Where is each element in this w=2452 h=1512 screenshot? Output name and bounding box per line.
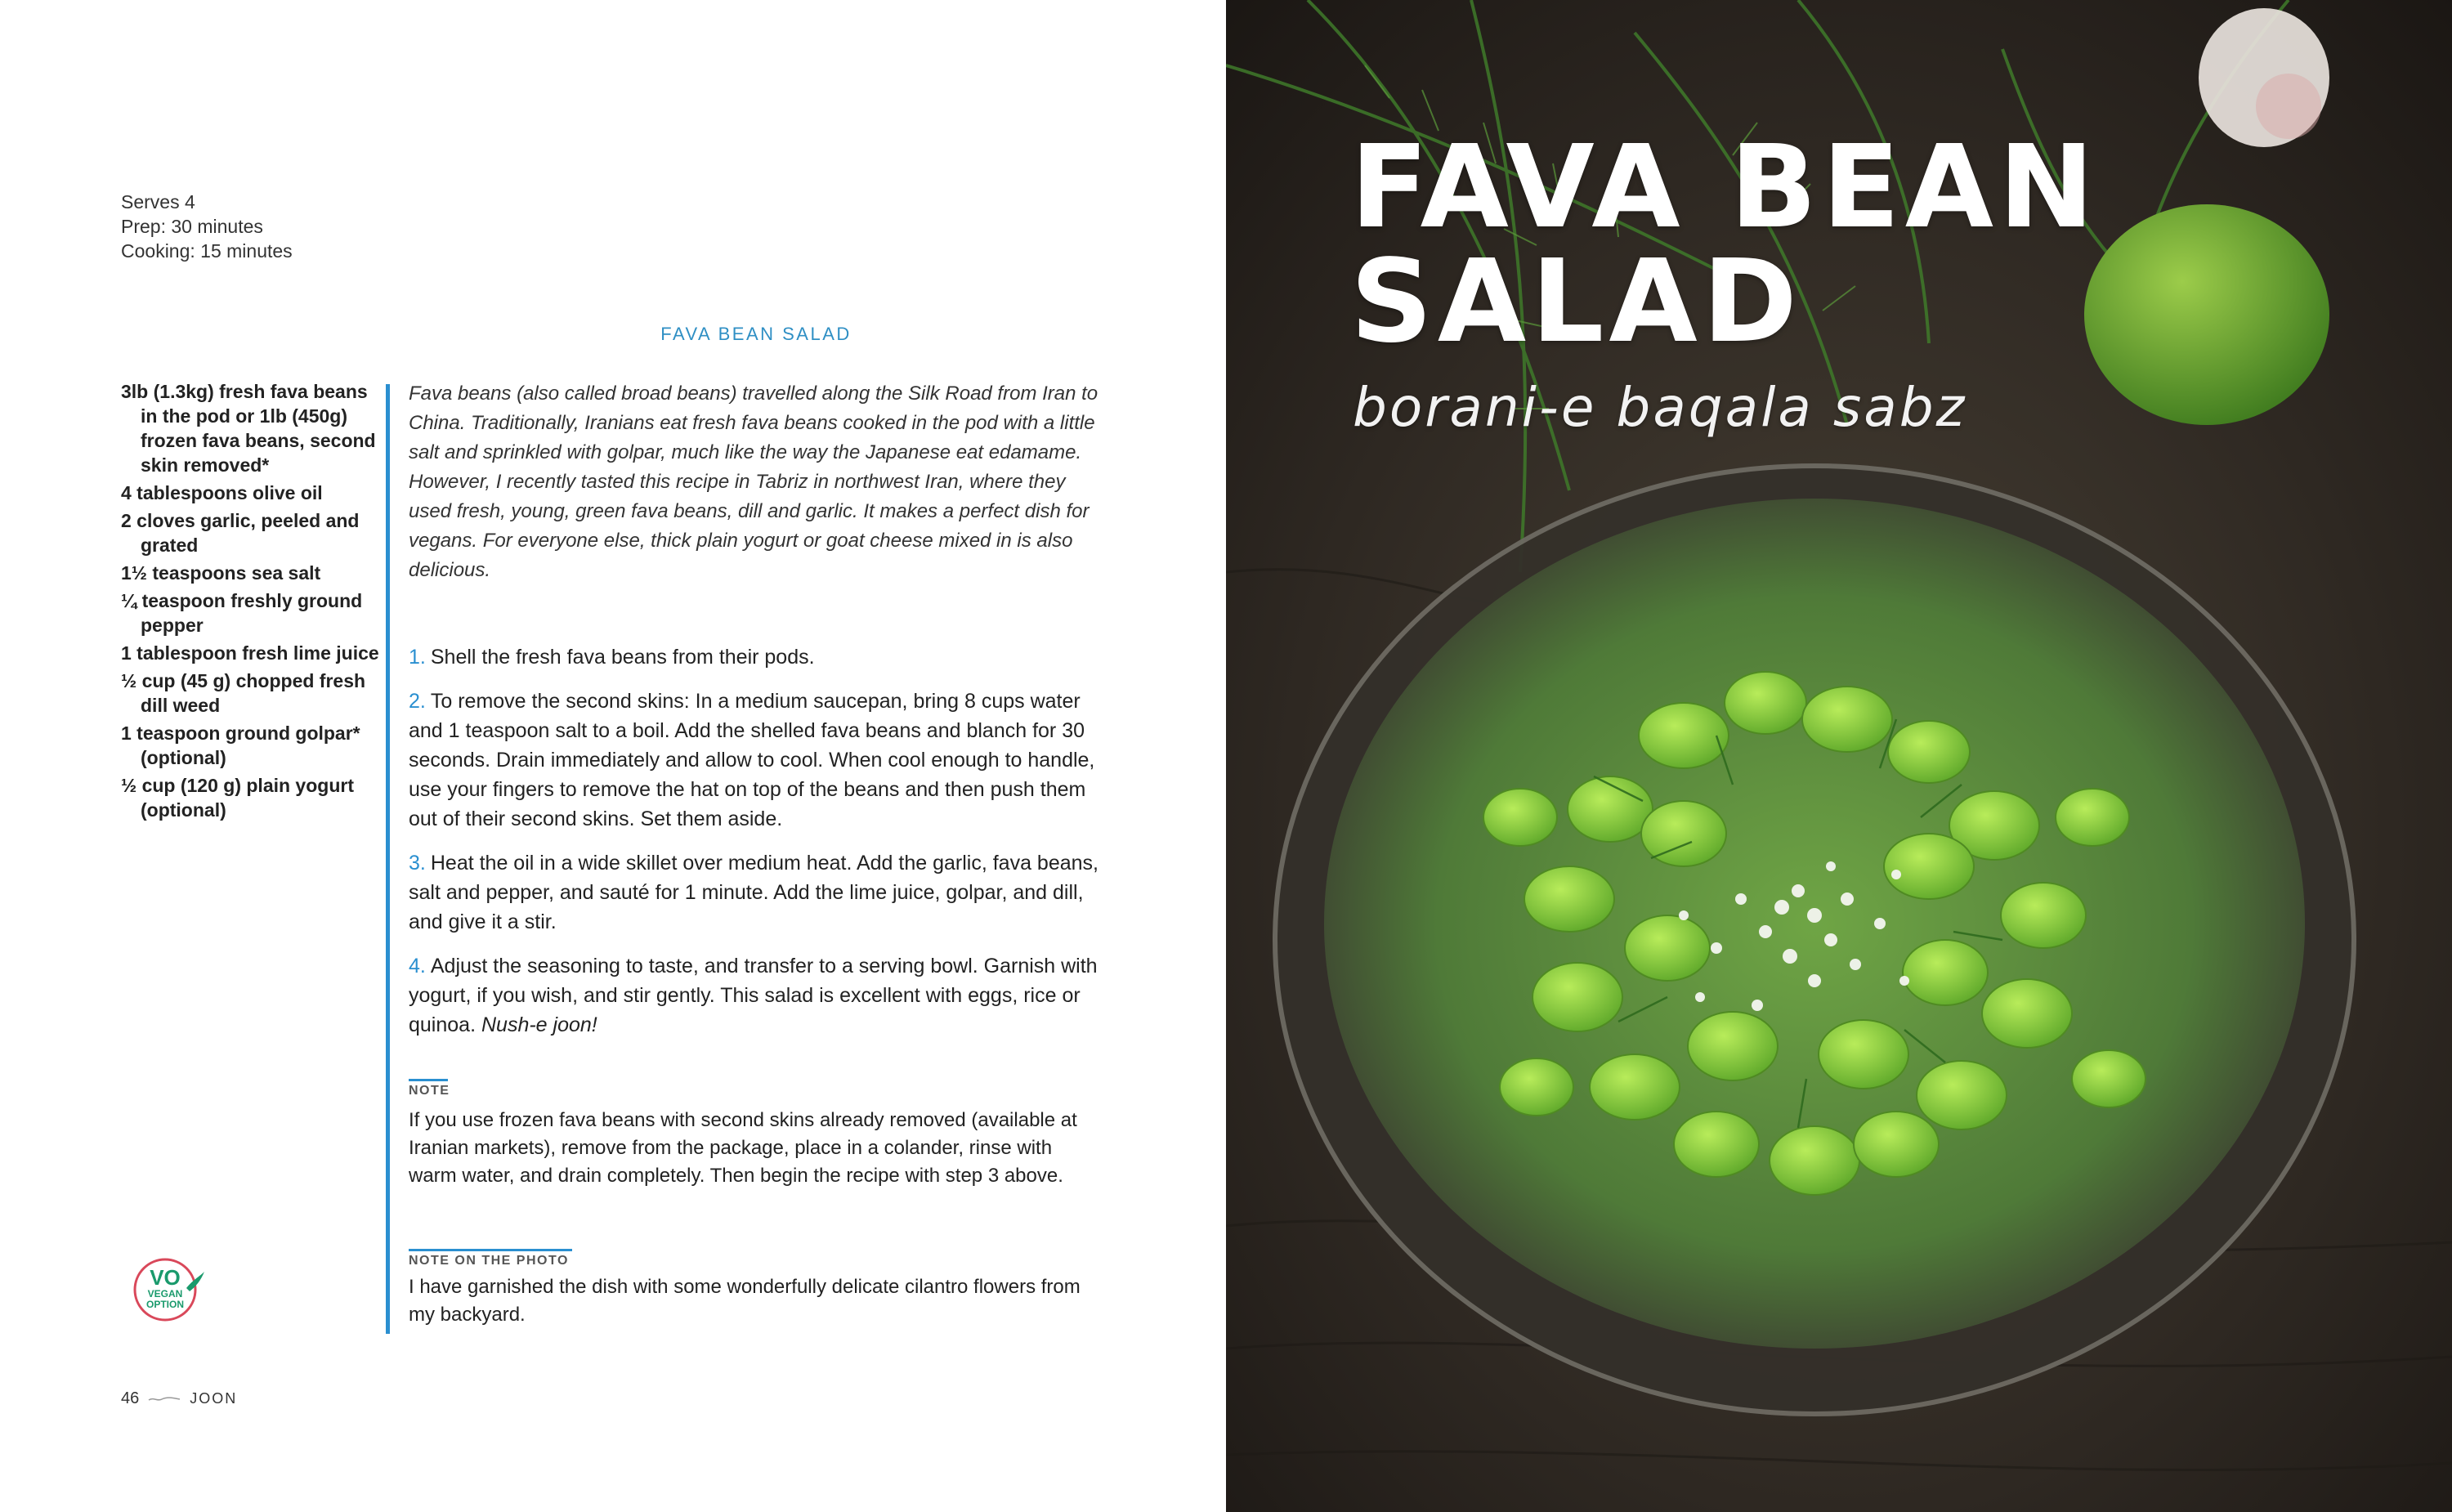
photo-note-label: NOTE ON THE PHOTO — [409, 1254, 569, 1268]
ingredient-item: ¼ teaspoon freshly ground pepper — [121, 590, 363, 636]
method-steps — [409, 642, 1103, 1054]
note-rule — [409, 1079, 448, 1081]
photo-title — [1350, 121, 2413, 369]
ingredient-item: 1½ teaspoons sea salt — [121, 562, 321, 584]
step-number: 1. — [409, 646, 426, 669]
badge-vegan: VEGAN — [147, 1288, 183, 1300]
step-text: Shell the fresh fava beans from their pods. — [430, 646, 815, 669]
method-step — [409, 848, 1103, 937]
page-number: 46 — [121, 1389, 140, 1407]
cooking-time: Cooking: 15 minutes — [121, 240, 293, 262]
page-footer — [121, 1389, 237, 1408]
ingredient-item: ½ cup (120 g) plain yogurt (optional) — [121, 775, 354, 821]
step-number: 2. — [409, 690, 426, 713]
step-text: To remove the second skins: In a medium saucepan, bring 8 cups water and 1 teaspoon salt to a boil. Add the shelled fava beans and blanch for 30 seconds. Drain immediately and allow to cool. When cool enough to handle, use your fingers to remove the hat on top of the beans and then push them out of their second skins. Set them aside. — [409, 690, 1095, 830]
photo-title-line2: SALAD — [1350, 235, 1802, 369]
ingredient-item: 1 tablespoon fresh lime juice — [121, 642, 379, 664]
recipe-meta — [121, 190, 293, 263]
method-step — [409, 951, 1103, 1040]
ingredient-item: 4 tablespoons olive oil — [121, 482, 323, 503]
badge-vo: VO — [150, 1265, 181, 1290]
badge-option: OPTION — [145, 1299, 185, 1310]
ingredient-item: 1 teaspoon ground golpar* (optional) — [121, 722, 360, 768]
note-text: If you use frozen fava beans with second skins already removed (available at Iranian markets), remove from the package, place in a colander, rinse with warm water, and drain completely. Then begin the recipe with step 3 above. — [409, 1109, 1077, 1187]
note-label: NOTE — [409, 1084, 450, 1098]
photo-subtitle: borani-e baqala sabz — [1353, 376, 1967, 439]
ingredient-item: 3lb (1.3kg) fresh fava beans in the pod or 1lb (450g) frozen fava beans, second skin removed* — [121, 381, 376, 476]
photo-page — [1226, 0, 2452, 1512]
ingredient-item: ½ cup (45 g) chopped fresh dill weed — [121, 670, 366, 716]
vertical-divider — [386, 384, 390, 1334]
prep-time: Prep: 30 minutes — [121, 216, 263, 237]
vegan-option-badge — [129, 1255, 208, 1322]
ingredients-list — [121, 379, 383, 825]
recipe-label: FAVA BEAN SALAD — [660, 324, 852, 344]
ingredient-item: 2 cloves garlic, peeled and grated — [121, 510, 360, 556]
photo-note-text: I have garnished the dish with some wonderfully delicate cilantro flowers from my backyard. — [409, 1276, 1081, 1326]
step-number: 4. — [409, 955, 426, 977]
squiggle-ornament-icon — [147, 1395, 181, 1403]
intro-paragraph: Fava beans (also called broad beans) travelled along the Silk Road from Iran to China. Traditionally, Iranians eat fresh fava beans cooked in the pod with a little salt and sprinkled with golpar, much like the way the Japanese eat edamame. However, I recently tasted this recipe in Tabriz in northwest Iran, where they used fresh, young, green fava beans, dill and garlic. It makes a perfect dish for vegans. For everyone else, thick plain yogurt or goat cheese mixed in is also delicious. — [409, 382, 1098, 581]
serves: Serves 4 — [121, 191, 195, 212]
step-italic-tail: Nush-e joon! — [481, 1013, 597, 1036]
step-text: Heat the oil in a wide skillet over medium heat. Add the garlic, fava beans, salt and pepper, and sauté for 1 minute. Add the lime juice, golpar, and dill, and give it a stir. — [409, 852, 1098, 933]
photo-note-rule — [409, 1249, 572, 1251]
method-step — [409, 642, 1103, 672]
photo-title-line1: FAVA BEAN — [1350, 121, 2100, 254]
book-title: JOON — [190, 1390, 238, 1407]
method-step — [409, 687, 1103, 834]
step-number: 3. — [409, 852, 426, 875]
step-text: Adjust the seasoning to taste, and transfer to a serving bowl. Garnish with yogurt, if you wish, and stir gently. This salad is excellent with eggs, rice or quinoa. — [409, 955, 1098, 1036]
